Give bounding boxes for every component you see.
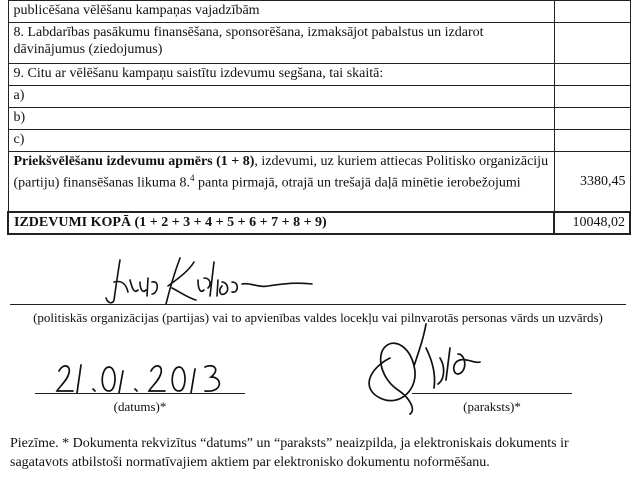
- pre-election-label: [8, 152, 554, 212]
- table-row: [8, 1, 630, 23]
- pre-election-text: , izdevumi, uz kuriem attiecas Politisko organizāciju (partiju) finansēšanas likuma 8.: [13, 154, 549, 191]
- pre-election-text-2: panta pirmajā, otrajā un trešajā daļā minētie ierobežojumi: [194, 175, 521, 191]
- signature-line: [10, 304, 626, 305]
- total-value: 10048,02: [554, 212, 630, 234]
- pre-election-value: 3380,45: [554, 152, 630, 212]
- row-value: [554, 108, 630, 130]
- row-label: b): [8, 108, 554, 130]
- table-row: [8, 86, 630, 108]
- total-label: IZDEVUMI KOPĀ (1 + 2 + 3 + 4 + 5 + 6 + 7 + 8 + 9): [8, 212, 554, 234]
- signature-caption: (politiskās organizācijas (partijas) vai to apvienības valdes locekļu vai pilnvarotās personas vārds un uzvārds): [33, 310, 603, 325]
- table-row: [8, 64, 630, 86]
- handwritten-name-signature: [100, 252, 330, 312]
- row-value: [554, 64, 630, 86]
- signature2-caption: (paraksts)*: [463, 399, 521, 414]
- pre-election-bold: Priekšvēlēšanu izdevumu apmērs (1 + 8): [13, 154, 255, 169]
- row-value: [554, 23, 630, 64]
- table-row: [8, 130, 630, 152]
- row-label: c): [8, 130, 554, 152]
- table-row: [8, 108, 630, 130]
- row-label: 9. Citu ar vēlēšanu kampaņu saistītu izdevumu segšana, tai skaitā:: [8, 64, 554, 86]
- pre-election-row: [8, 152, 630, 212]
- row-label: a): [8, 86, 554, 108]
- date-line: [35, 393, 245, 394]
- date-caption: (datums)*: [113, 399, 167, 414]
- table-row: [8, 23, 630, 64]
- handwritten-date: [55, 357, 255, 397]
- row-label: 8. Labdarības pasākumu finansēšana, sponsorēšana, izmaksājot pabalstus un izdarot dāvinājumus (ziedojumus): [8, 23, 554, 64]
- row-value: [554, 1, 630, 23]
- row-label: publicēšana vēlēšanu kampaņas vajadzībām: [8, 1, 554, 23]
- signature2-line: [412, 393, 572, 394]
- footnote: Piezīme. * Dokumenta rekvizītus “datums” un “paraksts” neaizpilda, ja elektroniskais dokuments ir sagatavots atbilstoši normatīvajiem aktiem par elektronisko dokumentu noformēšanu.: [10, 436, 569, 470]
- row-value: [554, 130, 630, 152]
- row-value: [554, 86, 630, 108]
- total-row: [8, 212, 630, 234]
- expenses-table: [7, 0, 631, 235]
- pre-election-sup: 4: [190, 173, 195, 183]
